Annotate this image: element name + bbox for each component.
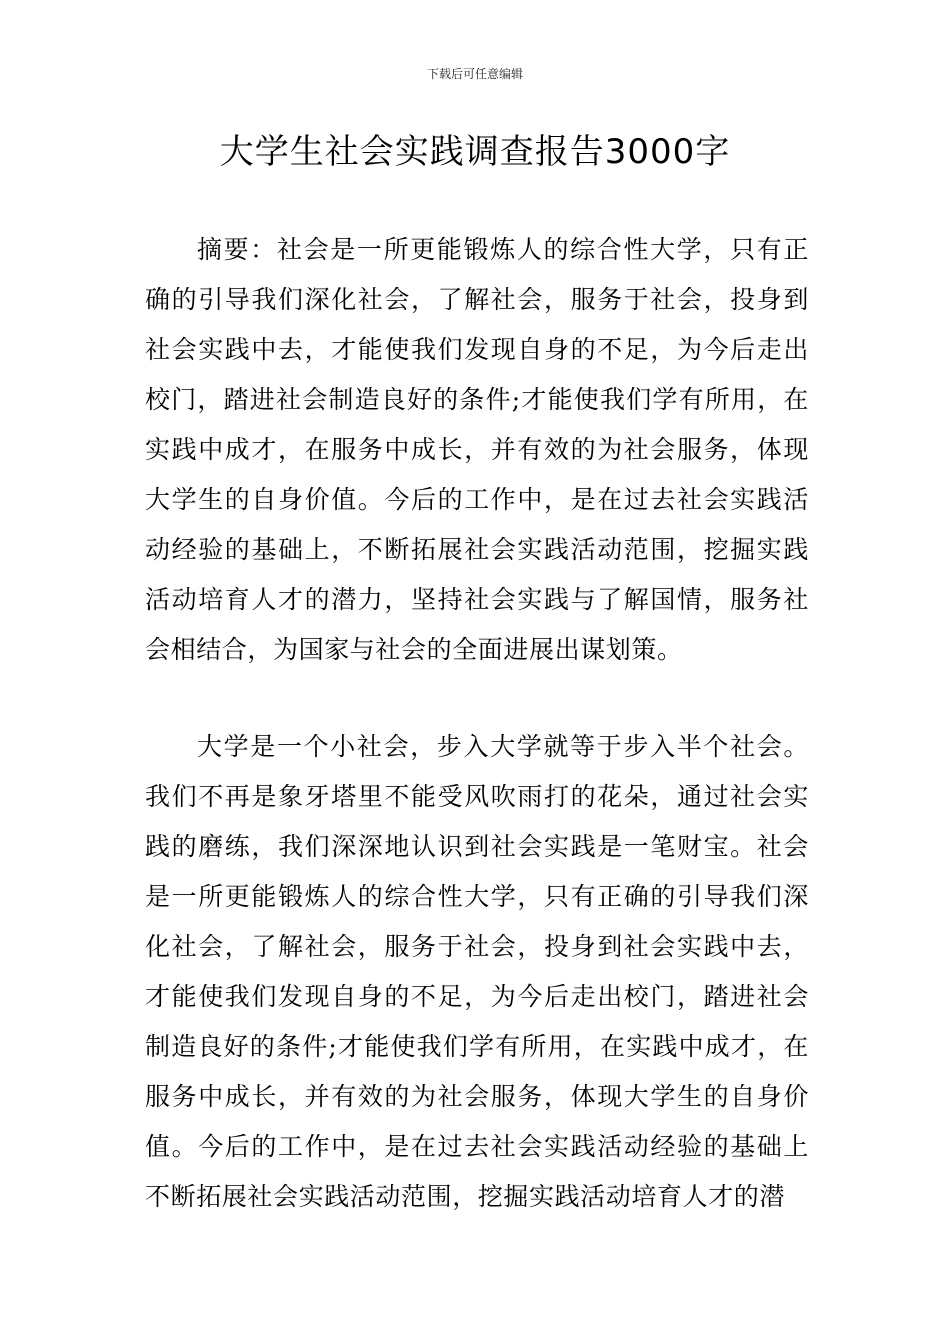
document-title: 大学生社会实践调查报告3000字 (219, 132, 731, 172)
body-paragraph: 大学是一个小社会，步入大学就等于步入半个社会。我们不再是象牙塔里不能受风吹雨打的花朵，通过社会实践的磨练，我们深深地认识到社会实践是一笔财宝。社会是一所更能锻炼人的综合性大学，只有正确的引导我们深化社会，了解社会，服务于社会，投身到社会实践中去，才能使我们发现自身的不足，为今后走出校门，踏进社会制造良好的条件;才能使我们学有所用，在实践中成才，在服务中成长，并有效的为社会服务，体现大学生的自身价值。今后的工作中，是在过去社会实践活动经验的基础上不断拓展社会实践活动范围，挖掘实践活动培育人才的潜 (145, 732, 809, 1211)
abstract-paragraph: 摘要：社会是一所更能锻炼人的综合性大学，只有正确的引导我们深化社会，了解社会，服务于社会，投身到社会实践中去，才能使我们发现自身的不足，为今后走出校门，踏进社会制造良好的条件;才能使我们学有所用，在实践中成才，在服务中成长，并有效的为社会服务，体现大学生的自身价值。今后的工作中，是在过去社会实践活动经验的基础上，不断拓展社会实践活动范围，挖掘实践活动培育人才的潜力，坚持社会实践与了解国情，服务社会相结合，为国家与社会的全面进展出谋划策。 (145, 235, 809, 664)
header-note: 下载后可任意编辑 (426, 67, 523, 81)
